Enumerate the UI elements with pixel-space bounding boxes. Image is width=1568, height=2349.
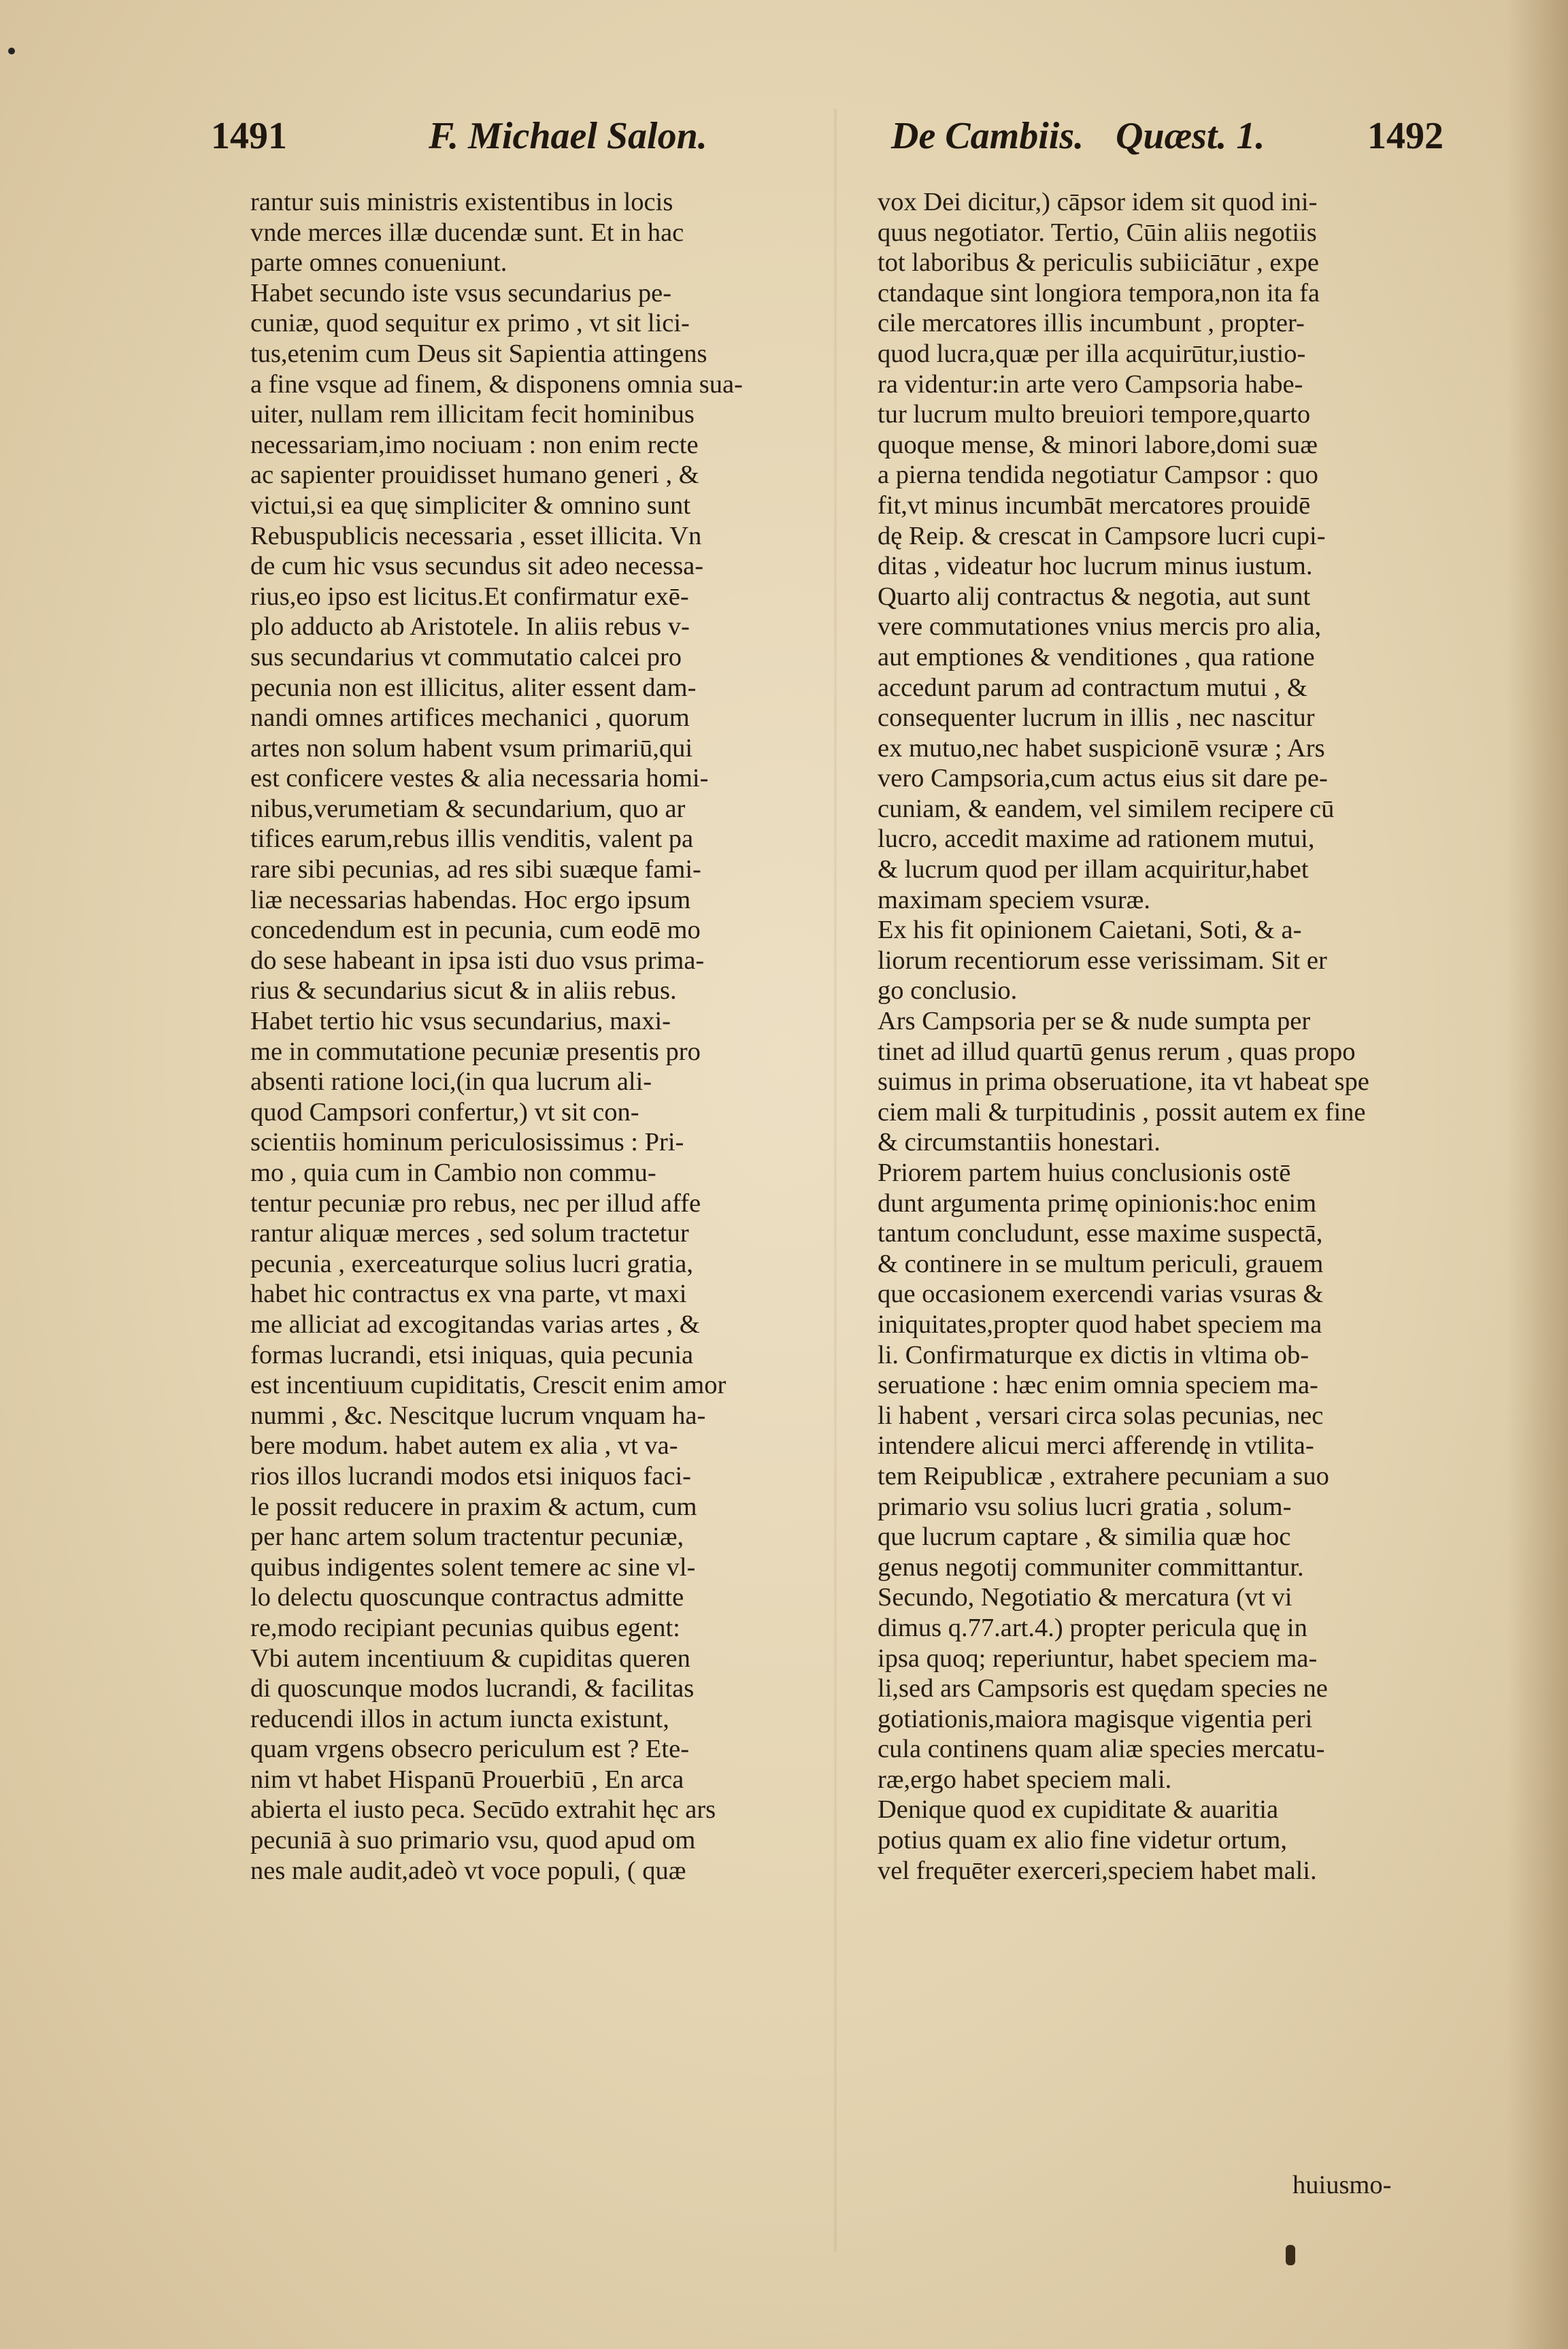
text-line: formas lucrandi, etsi iniquas, quia pecunia xyxy=(250,1340,694,1369)
text-line: Secundo, Negotiatio & mercatura (vt vi xyxy=(878,1583,1292,1612)
text-line: sus secundarius vt commutatio calcei pro xyxy=(250,642,682,671)
text-line: quod lucra,quæ per illa acquirūtur,iustio- xyxy=(878,339,1306,368)
text-line: intendere alicui merci afferendę in vtilita- xyxy=(878,1431,1314,1461)
text-column-left xyxy=(250,187,842,1886)
text-line: quus negotiator. Tertio, Cūin aliis negotiis xyxy=(878,218,1317,247)
text-line: absenti ratione loci,(in qua lucrum ali- xyxy=(250,1067,652,1097)
text-line: cile mercatores illis incumbunt , propter- xyxy=(878,309,1305,338)
text-line: suimus in prima obseruatione, ita vt habeat spe xyxy=(878,1067,1369,1097)
running-header xyxy=(211,102,1456,170)
text-line: gotiationis,maiora magisque vigentia peri xyxy=(878,1704,1313,1733)
page-number-right: 1492 xyxy=(1367,115,1444,157)
text-line: pecunia , exerceaturque solius lucri gratia, xyxy=(250,1249,694,1278)
text-line: cuniam, & eandem, vel similem recipere cū xyxy=(878,794,1335,823)
text-line: li,sed ars Campsoris est quędam species ne xyxy=(878,1674,1328,1703)
text-line: seruatione : hæc enim omnia speciem ma- xyxy=(878,1371,1318,1400)
text-line: nes male audit,adeò vt voce populi, ( quæ xyxy=(250,1856,686,1885)
text-line: concedendum est in pecunia, cum eodē mo xyxy=(250,916,701,945)
text-line: lo delectu quoscunque contractus admitte xyxy=(250,1583,684,1612)
text-line: Ex his fit opinionem Caietani, Soti, & a- xyxy=(878,916,1302,945)
text-line: me in commutatione pecuniæ presentis pro xyxy=(250,1037,701,1066)
text-line: quam vrgens obsecro periculum est ? Ete- xyxy=(250,1735,690,1764)
text-line: consequenter lucrum in illis , nec nascitur xyxy=(878,703,1315,733)
text-line: tus,etenim cum Deus sit Sapientia attingens xyxy=(250,339,707,368)
running-quaestio: Quæst. 1. xyxy=(1116,115,1265,157)
text-line: vere commutationes vnius mercis pro alia, xyxy=(878,612,1322,642)
text-line: ex mutuo,nec habet suspicionē vsuræ ; Ars xyxy=(878,733,1325,763)
text-line: genus negotij communiter committantur. xyxy=(878,1552,1304,1582)
text-line: le possit reducere in praxim & actum, cum xyxy=(250,1492,697,1521)
text-line: liæ necessarias habendas. Hoc ergo ipsum xyxy=(250,885,691,914)
text-line: necessariam,imo nociuam : non enim recte xyxy=(250,430,699,459)
text-column-right xyxy=(878,187,1469,1886)
text-line: que lucrum captare , & similia quæ hoc xyxy=(878,1522,1291,1552)
running-author: F. Michael Salon. xyxy=(429,115,707,157)
text-line: ra videntur:in arte vero Campsoria habe- xyxy=(878,369,1303,399)
text-line: Rebuspublicis necessaria , esset illicita. Vn xyxy=(250,521,702,550)
text-line: nandi omnes artifices mechanici , quorum xyxy=(250,703,690,733)
text-line: rantur aliquæ merces , sed solum tractetur xyxy=(250,1219,689,1248)
text-line: a pierna tendida negotiatur Campsor : quo xyxy=(878,461,1318,490)
text-line: Priorem partem huius conclusionis ostē xyxy=(878,1159,1291,1187)
text-line: rios illos lucrandi modos etsi iniquos faci- xyxy=(250,1461,691,1490)
text-line: iniquitates,propter quod habet speciem ma xyxy=(878,1310,1322,1339)
text-line: quibus indigentes solent temere ac sine vl- xyxy=(250,1552,696,1582)
text-line: a fine vsque ad finem, & disponens omnia sua- xyxy=(250,369,743,399)
text-line: di quoscunque modos lucrandi, & facilitas xyxy=(250,1674,695,1703)
text-line: rare sibi pecunias, ad res sibi suæque fami- xyxy=(250,855,701,884)
text-line: parte omnes conueniunt. xyxy=(250,248,507,278)
catchword: huiusmo- xyxy=(1292,2171,1392,2199)
text-line: de cum hic vsus secundus sit adeo necessa- xyxy=(250,552,704,581)
text-line: mo , quia cum in Cambio non commu- xyxy=(250,1159,656,1187)
running-title: De Cambiis. xyxy=(891,115,1084,157)
text-line: & continere in se multum periculi, grauem xyxy=(878,1249,1324,1278)
text-line: re,modo recipiant pecunias quibus egent: xyxy=(250,1613,680,1642)
text-line: Ars Campsoria per se & nude sumpta per xyxy=(878,1007,1311,1036)
text-line: ciem mali & turpitudinis , possit autem ex fine xyxy=(878,1097,1366,1127)
text-line: scientiis hominum periculosissimus : Pri- xyxy=(250,1128,684,1157)
text-line: dę Reip. & crescat in Campsore lucri cupi- xyxy=(878,521,1326,550)
text-line: quod Campsori confertur,) vt sit con- xyxy=(250,1097,639,1127)
text-line: uiter, nullam rem illicitam fecit hominibus xyxy=(250,400,695,429)
text-line: plo adducto ab Aristotele. In aliis rebus v- xyxy=(250,612,690,642)
text-line: dunt argumenta primę opinionis:hoc enim xyxy=(878,1188,1317,1218)
text-line: go conclusio. xyxy=(878,976,1018,1005)
text-line: dimus q.77.art.4.) propter pericula quę in xyxy=(878,1613,1307,1642)
text-line: lucro, accedit maxime ad rationem mutui, xyxy=(878,824,1315,854)
text-line: primario vsu solius lucri gratia , solum- xyxy=(878,1492,1292,1521)
text-line: vnde merces illæ ducendæ sunt. Et in hac xyxy=(250,218,684,247)
text-line: li habent , versari circa solas pecunias, nec xyxy=(878,1401,1324,1430)
text-line: bere modum. habet autem ex alia , vt va- xyxy=(250,1431,678,1461)
ink-spot xyxy=(1286,2245,1295,2265)
text-line: ac sapienter prouidisset humano generi , & xyxy=(250,461,699,490)
text-line: pecunia non est illicitus, aliter essent dam- xyxy=(250,673,697,702)
text-line: nummi , &c. Nescitque lucrum vnquam ha- xyxy=(250,1401,706,1430)
text-line: potius quam ex alio fine videtur ortum, xyxy=(878,1826,1287,1855)
text-line: & lucrum quod per illam acquiritur,habet xyxy=(878,855,1309,884)
text-line: est incentiuum cupiditatis, Crescit enim amor xyxy=(250,1371,727,1400)
text-line: rius & secundarius sicut & in aliis rebus. xyxy=(250,976,677,1005)
text-line: nibus,verumetiam & secundarium, quo ar xyxy=(250,794,686,823)
text-line: ipsa quoq; reperiuntur, habet speciem ma- xyxy=(878,1644,1318,1673)
text-line: vero Campsoria,cum actus eius sit dare pe- xyxy=(878,764,1328,793)
text-line: abierta el iusto peca. Secūdo extrahit hęc ars xyxy=(250,1795,716,1825)
text-line: ctandaque sint longiora tempora,non ita fa xyxy=(878,278,1320,307)
text-line: pecuniā à suo primario vsu, quod apud om xyxy=(250,1826,696,1855)
text-line: Habet secundo iste vsus secundarius pe- xyxy=(250,278,672,307)
text-line: do sese habeant in ipsa isti duo vsus prima- xyxy=(250,946,705,975)
page-number-left: 1491 xyxy=(211,115,287,157)
ink-dot xyxy=(8,48,15,54)
text-line: victui,si ea quę simpliciter & omnino sunt xyxy=(250,490,690,520)
text-line: Habet tertio hic vsus secundarius, maxi- xyxy=(250,1007,671,1036)
text-line: tot laboribus & periculis subiiciātur , expe xyxy=(878,248,1320,278)
text-line: tentur pecuniæ pro rebus, nec per illud affe xyxy=(250,1188,701,1218)
text-line: per hanc artem solum tractentur pecuniæ, xyxy=(250,1522,684,1552)
text-line: reducendi illos in actum iuncta existunt, xyxy=(250,1704,669,1733)
text-line: accedunt parum ad contractum mutui , & xyxy=(878,673,1307,702)
text-line: cula continens quam aliæ species mercatu- xyxy=(878,1735,1325,1764)
text-line: tifices earum,rebus illis venditis, valent pa xyxy=(250,824,694,854)
text-line: aut emptiones & venditiones , qua ratione xyxy=(878,642,1315,671)
text-line: fit,vt minus incumbāt mercatores prouidē xyxy=(878,490,1311,520)
text-line: artes non solum habent vsum primariū,qui xyxy=(250,733,693,763)
text-line: nim vt habet Hispanū Prouerbiū , En arca xyxy=(250,1765,684,1794)
text-line: maximam speciem vsuræ. xyxy=(878,885,1150,914)
text-line: rantur suis ministris existentibus in locis xyxy=(250,188,673,216)
text-line: tinet ad illud quartū genus rerum , quas propo xyxy=(878,1037,1356,1066)
text-line: Vbi autem incentiuum & cupiditas queren xyxy=(250,1644,690,1673)
text-line: ræ,ergo habet speciem mali. xyxy=(878,1765,1172,1794)
text-line: tantum concludunt, esse maxime suspectā, xyxy=(878,1219,1323,1248)
text-line: & circumstantiis honestari. xyxy=(878,1128,1161,1157)
text-line: Quarto alij contractus & negotia, aut sunt xyxy=(878,582,1311,611)
text-line: tur lucrum multo breuiori tempore,quarto xyxy=(878,400,1311,429)
text-line: quoque mense, & minori labore,domi suæ xyxy=(878,430,1318,459)
text-line: me alliciat ad excogitandas varias artes , & xyxy=(250,1310,700,1339)
text-line: est conficere vestes & alia necessaria homi- xyxy=(250,764,709,793)
page-edge-shadow xyxy=(1507,0,1568,2349)
text-line: rius,eo ipso est licitus.Et confirmatur exē- xyxy=(250,582,689,611)
text-line: vox Dei dicitur,) cāpsor idem sit quod ini- xyxy=(878,188,1318,216)
text-line: vel frequēter exerceri,speciem habet mali. xyxy=(878,1856,1317,1885)
text-line: que occasionem exercendi varias vsuras & xyxy=(878,1280,1324,1309)
text-line: liorum recentiorum esse verissimam. Sit er xyxy=(878,946,1327,975)
text-line: Denique quod ex cupiditate & auaritia xyxy=(878,1795,1279,1825)
text-line: li. Confirmaturque ex dictis in vltima ob- xyxy=(878,1340,1310,1369)
text-line: cuniæ, quod sequitur ex primo , vt sit lici- xyxy=(250,309,690,338)
text-line: ditas , videatur hoc lucrum minus iustum. xyxy=(878,552,1313,581)
text-line: habet hic contractus ex vna parte, vt maxi xyxy=(250,1280,687,1309)
text-line: tem Reipublicæ , extrahere pecuniam a suo xyxy=(878,1461,1329,1490)
